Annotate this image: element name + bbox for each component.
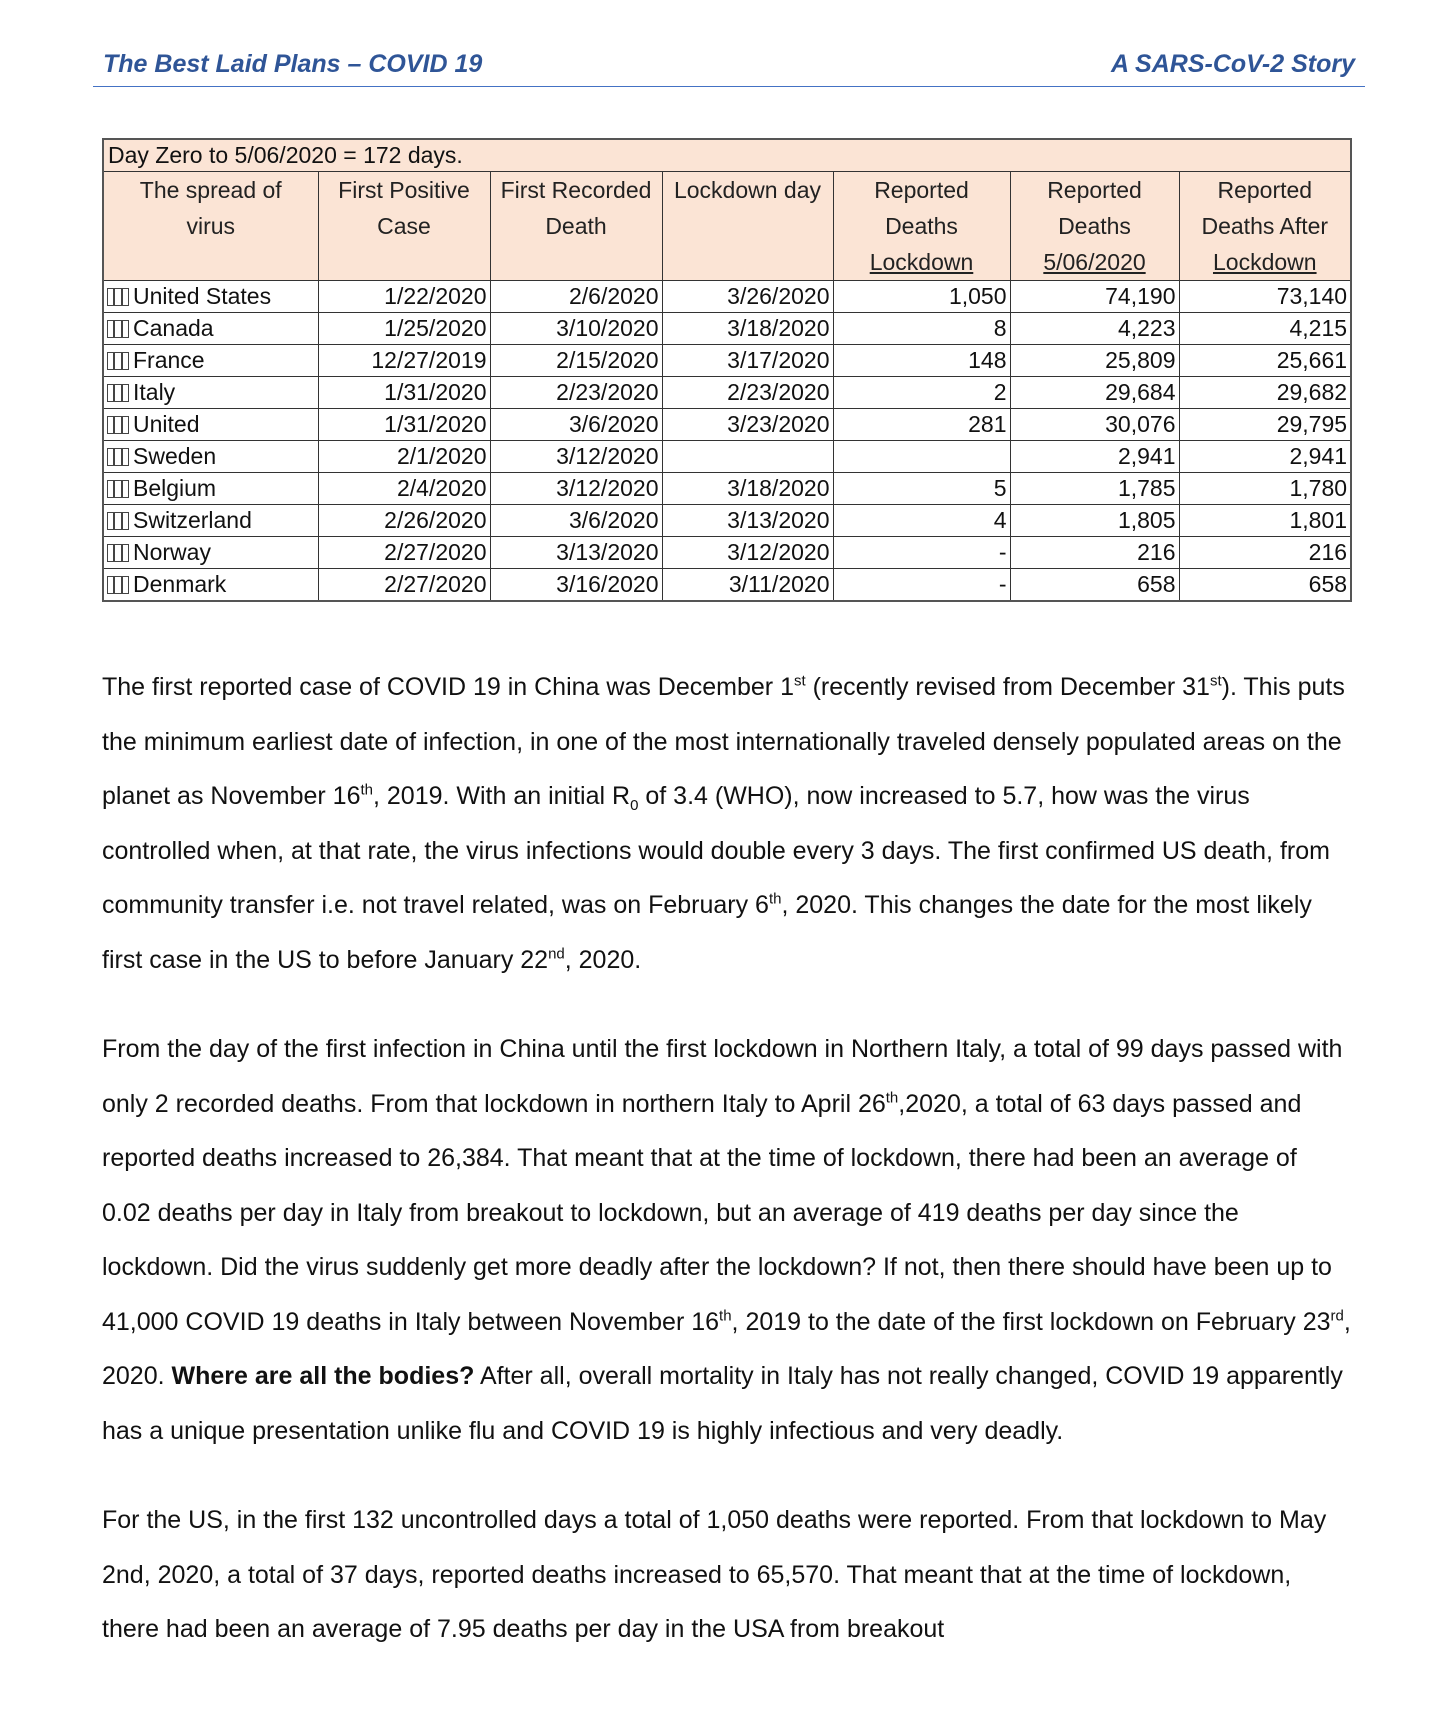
table-cell: 29,682	[1179, 377, 1351, 409]
table-cell: 29,684	[1010, 377, 1179, 409]
col-header-first-case: First Positive Case	[318, 172, 490, 281]
paragraph-1: The first reported case of COVID 19 in China was December 1st (recently revised from December 31st). This puts the minimum earliest date of infection, in one of the most internationally traveled densely populated areas on the planet as November 16th, 2019. With an initial $R_0$ of 3.4 (WHO), now increased to 5.7, how was the virus controlled when, at that rate, the virus infections would double every 3 days. The first confirmed US death, from community transfer i.e. not travel related, was on February 6th, 2020. This changes the date for the most likely first case in the US to before January 22nd, 2020.	[102, 672, 1345, 974]
table-cell: 3/12/2020	[662, 537, 833, 569]
table-cell: 3/17/2020	[662, 345, 833, 377]
country-cell	[103, 345, 318, 377]
table-row	[103, 537, 1351, 569]
table-cell: 4	[833, 505, 1010, 537]
paragraph-2: From the day of the first infection in China until the first lockdown in Northern Italy, a total of 99 days passed with only 2 recorded deaths. From that lockdown in northern Italy to April 26th,2020, a total of 63 days passed and reported deaths increased to 26,384. That meant that at the time of lockdown, there had been an average of 0.02 deaths per day in Italy from breakout to lockdown, but an average of 419 deaths per day since the lockdown. Did the virus suddenly get more deadly after the lockdown? If not, then there should have been up to 41,000 COVID 19 deaths in Italy between November 16th, 2019 to the date of the first lockdown on February 23rd, 2020. Where are all the bodies? After all, overall mortality in Italy has not really changed, COVID 19 apparently has a unique presentation unlike flu and COVID 19 is highly infectious and very deadly.	[102, 1035, 1351, 1445]
table-cell: 3/11/2020	[662, 569, 833, 602]
table-cell	[662, 441, 833, 473]
table-header-row	[103, 172, 1351, 281]
table-cell: 29,795	[1179, 409, 1351, 441]
paragraph-3: For the US, in the first 132 uncontrolled days a total of 1,050 deaths were reported. From that lockdown to May 2nd, 2020, a total of 37 days, reported deaths increased to 65,570. That meant that at the time of lockdown, there had been an average of 7.95 deaths per day in the USA from breakout	[102, 1506, 1327, 1643]
table-cell: 3/16/2020	[490, 569, 662, 602]
table-cell: 25,809	[1010, 345, 1179, 377]
country-cell	[103, 313, 318, 345]
header-title-right: A SARS-CoV-2 Story	[1110, 50, 1355, 78]
table-cell: 2/23/2020	[662, 377, 833, 409]
country-cell	[103, 473, 318, 505]
table-row	[103, 409, 1351, 441]
table-cell	[833, 441, 1010, 473]
table-cell: 2/27/2020	[318, 537, 490, 569]
covid-stats-table	[102, 138, 1352, 602]
table-caption-row	[103, 139, 1351, 172]
table-body	[103, 139, 1351, 601]
table-cell: 658	[1010, 569, 1179, 602]
table-cell: 1/25/2020	[318, 313, 490, 345]
table-cell: 2/6/2020	[490, 281, 662, 313]
flag-icon	[107, 576, 129, 594]
table-row	[103, 569, 1351, 602]
table-cell: 2/27/2020	[318, 569, 490, 602]
table-cell: 3/13/2020	[490, 537, 662, 569]
table-cell: 2/4/2020	[318, 473, 490, 505]
flag-icon	[107, 320, 129, 338]
country-cell	[103, 569, 318, 602]
country-cell	[103, 505, 318, 537]
table-cell: 73,140	[1179, 281, 1351, 313]
table-cell: 3/18/2020	[662, 313, 833, 345]
table-cell: 216	[1010, 537, 1179, 569]
table-cell: 3/18/2020	[662, 473, 833, 505]
table-row	[103, 281, 1351, 313]
table-cell: 216	[1179, 537, 1351, 569]
table-cell: 1/31/2020	[318, 377, 490, 409]
table-cell: 1,050	[833, 281, 1010, 313]
table-row	[103, 313, 1351, 345]
table-row	[103, 473, 1351, 505]
flag-icon	[107, 480, 129, 498]
table-cell: 3/23/2020	[662, 409, 833, 441]
col-header-deaths-after: Reported Deaths After Lockdown	[1179, 172, 1351, 281]
country-name: United States	[133, 283, 272, 309]
flag-icon	[107, 416, 129, 434]
table-cell: 2,941	[1010, 441, 1179, 473]
country-name: Belgium	[133, 475, 217, 501]
table-cell: 3/12/2020	[490, 473, 662, 505]
table-cell: 1,780	[1179, 473, 1351, 505]
table-cell: 658	[1179, 569, 1351, 602]
table-cell: 3/10/2020	[490, 313, 662, 345]
table-cell: 4,223	[1010, 313, 1179, 345]
table-cell: 4,215	[1179, 313, 1351, 345]
table-cell: 1/31/2020	[318, 409, 490, 441]
header-title-left: The Best Laid Plans – COVID 19	[103, 50, 483, 78]
page-header	[93, 50, 1365, 87]
flag-icon	[107, 448, 129, 466]
table-cell: 1,805	[1010, 505, 1179, 537]
table-cell: 2/15/2020	[490, 345, 662, 377]
country-cell	[103, 409, 318, 441]
table-cell: 3/12/2020	[490, 441, 662, 473]
col-header-country: The spread of virus	[103, 172, 318, 281]
table-row	[103, 377, 1351, 409]
table-cell: 5	[833, 473, 1010, 505]
country-name: United	[133, 411, 200, 437]
country-cell	[103, 537, 318, 569]
table-row	[103, 441, 1351, 473]
table-cell: 2/23/2020	[490, 377, 662, 409]
table-cell: 1,785	[1010, 473, 1179, 505]
table-cell: 25,661	[1179, 345, 1351, 377]
table-cell: 3/6/2020	[490, 409, 662, 441]
table-cell: 2	[833, 377, 1010, 409]
table-cell: 74,190	[1010, 281, 1179, 313]
body-text	[102, 660, 1352, 1692]
table-cell: 281	[833, 409, 1010, 441]
flag-icon	[107, 512, 129, 530]
col-header-first-death: First Recorded Death	[490, 172, 662, 281]
table-cell: 148	[833, 345, 1010, 377]
table-cell: -	[833, 569, 1010, 602]
country-name: Italy	[133, 379, 176, 405]
col-header-deaths-date: Reported Deaths 5/06/2020	[1010, 172, 1179, 281]
flag-icon	[107, 384, 129, 402]
country-cell	[103, 281, 318, 313]
country-name: Canada	[133, 315, 214, 341]
col-header-lockdown-day: Lockdown day	[662, 172, 833, 281]
flag-icon	[107, 288, 129, 306]
table-cell: 12/27/2019	[318, 345, 490, 377]
table-cell: 2/1/2020	[318, 441, 490, 473]
country-name: Norway	[133, 539, 211, 565]
bold-question: Where are all the bodies?	[171, 1362, 475, 1390]
country-name: Sweden	[133, 443, 217, 469]
table-cell: 3/26/2020	[662, 281, 833, 313]
country-cell	[103, 377, 318, 409]
country-name: Switzerland	[133, 507, 252, 533]
table-cell: 8	[833, 313, 1010, 345]
table-cell: 3/13/2020	[662, 505, 833, 537]
table-cell: 2,941	[1179, 441, 1351, 473]
table-cell: 1,801	[1179, 505, 1351, 537]
table-cell: 2/26/2020	[318, 505, 490, 537]
table-cell: -	[833, 537, 1010, 569]
col-header-deaths-lockdown: Reported Deaths Lockdown	[833, 172, 1010, 281]
table-cell: 30,076	[1010, 409, 1179, 441]
flag-icon	[107, 352, 129, 370]
country-name: Denmark	[133, 571, 227, 597]
table-cell: 1/22/2020	[318, 281, 490, 313]
table-row	[103, 505, 1351, 537]
table-row	[103, 345, 1351, 377]
country-cell	[103, 441, 318, 473]
country-name: France	[133, 347, 205, 373]
table-caption: Day Zero to 5/06/2020 = 172 days.	[103, 139, 1351, 172]
table-cell: 3/6/2020	[490, 505, 662, 537]
flag-icon	[107, 544, 129, 562]
